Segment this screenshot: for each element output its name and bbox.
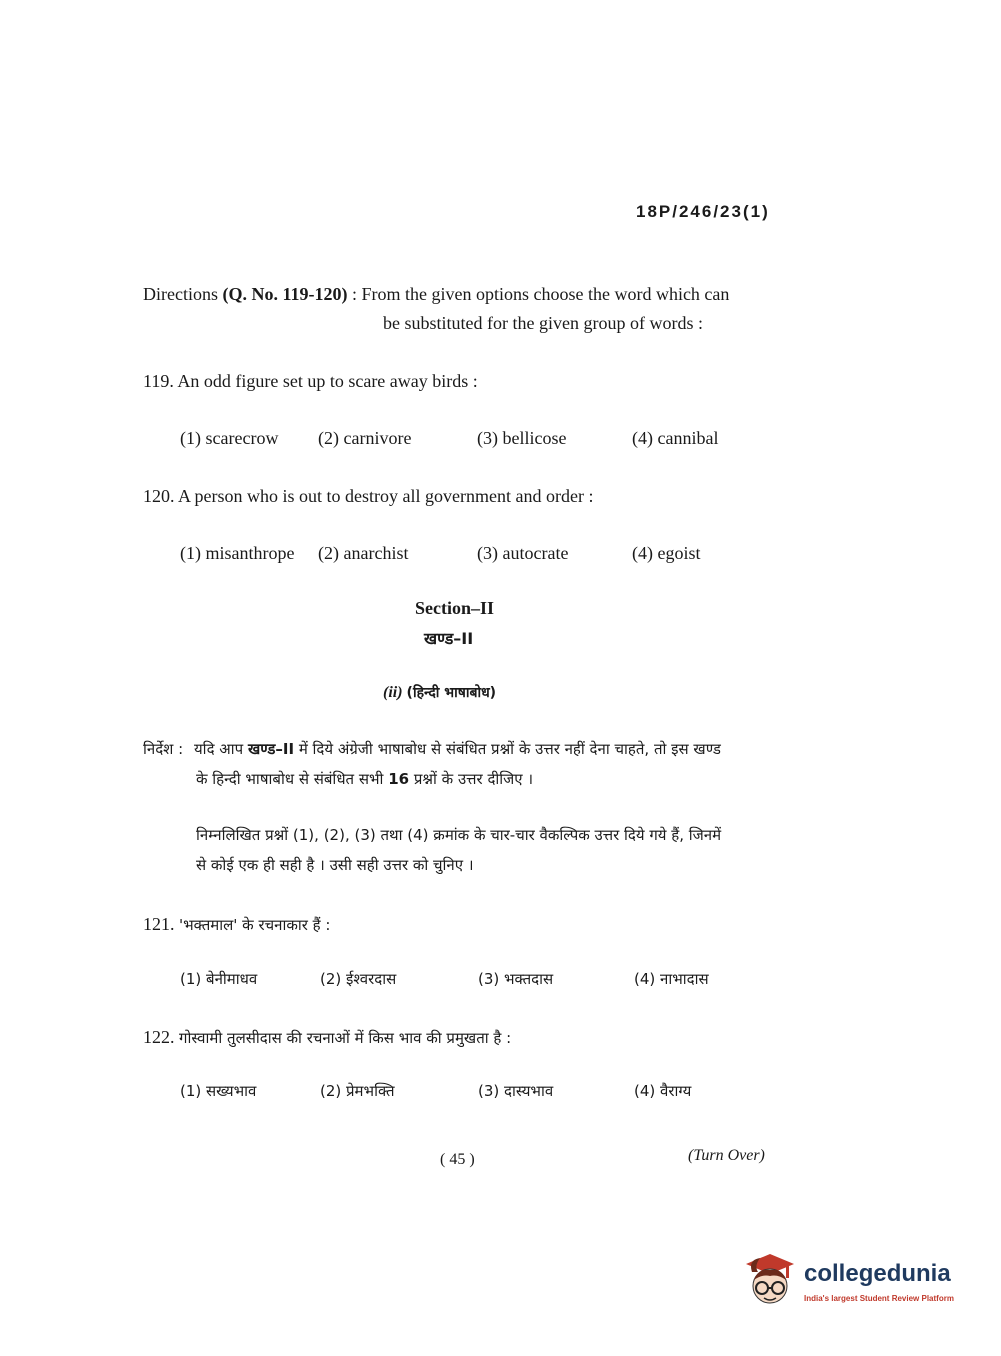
collegedunia-watermark — [742, 1250, 972, 1312]
directions-qno: (Q. No. 119-120) — [222, 284, 348, 304]
question-120 — [143, 486, 593, 507]
option-119-4: (4) cannibal — [632, 428, 719, 448]
question-number: 122. — [143, 1027, 175, 1047]
option-122-2: (2) प्रेमभक्ति — [320, 1082, 395, 1100]
question-text: 'भक्तमाल' के रचनाकार हैं : — [179, 916, 331, 934]
directions-text-1: : From the given options choose the word which can — [351, 284, 730, 304]
question-number: 120. — [143, 486, 175, 506]
nirdesh-section-ref: खण्ड–II — [247, 740, 295, 758]
option-122-3: (3) दास्यभाव — [478, 1082, 554, 1100]
question-text: गोस्वामी तुलसीदास की रचनाओं में किस भाव की प्रमुखता है : — [179, 1029, 512, 1047]
directions-line-1 — [143, 284, 729, 305]
question-121 — [143, 914, 330, 935]
question-text: A person who is out to destroy all government and order : — [178, 486, 594, 506]
option-122-1: (1) सख्यभाव — [180, 1082, 257, 1100]
section-subtitle-num: (ii) — [383, 684, 403, 701]
question-119 — [143, 371, 478, 392]
nirdesh-line-2 — [196, 769, 533, 789]
mascot-icon — [742, 1250, 798, 1310]
nirdesh-line-1 — [143, 739, 721, 759]
nirdesh-count: 16 — [388, 770, 410, 788]
option-121-2: (2) ईश्वरदास — [320, 970, 397, 988]
section-title-hindi: खण्ड–II — [424, 629, 474, 648]
nirdesh-text: यदि आप — [193, 740, 244, 758]
option-120-4: (4) egoist — [632, 543, 701, 563]
nirdesh-text: में दिये अंग्रेजी भाषाबोध से संबंधित प्रश्नों के उत्तर नहीं देना चाहते, तो इस खण्ड — [298, 740, 721, 758]
brand-name: collegedunia — [804, 1260, 951, 1287]
option-120-3: (3) autocrate — [477, 543, 569, 563]
option-122-4: (4) वैराग्य — [634, 1082, 692, 1100]
question-number: 119. — [143, 371, 174, 391]
nirdesh-text: प्रश्नों के उत्तर दीजिए । — [413, 770, 534, 788]
nirdesh-text: के हिन्दी भाषाबोध से संबंधित सभी — [196, 770, 384, 788]
question-text: An odd figure set up to scare away birds : — [177, 371, 478, 391]
page-number: ( 45 ) — [440, 1151, 475, 1168]
option-121-4: (4) नाभादास — [634, 970, 709, 988]
directions-text-2: be substituted for the given group of words : — [383, 313, 703, 333]
option-119-2: (2) carnivore — [318, 428, 412, 448]
section-subtitle-hindi: (हिन्दी भाषाबोध) — [406, 685, 497, 701]
option-121-3: (3) भक्तदास — [478, 970, 554, 988]
nirdesh-label: निर्देश : — [143, 740, 184, 758]
option-119-1: (1) scarecrow — [180, 428, 279, 448]
turn-over: (Turn Over) — [688, 1147, 765, 1164]
option-120-2: (2) anarchist — [318, 543, 409, 563]
section-subtitle — [383, 683, 496, 702]
question-122 — [143, 1027, 511, 1048]
option-121-1: (1) बेनीमाधव — [180, 970, 258, 988]
option-120-1: (1) misanthrope — [180, 543, 295, 563]
paper-code: 18P/246/23(1) — [636, 202, 770, 221]
question-number: 121. — [143, 914, 175, 934]
section-title: Section–II — [415, 598, 495, 618]
option-119-3: (3) bellicose — [477, 428, 567, 448]
brand-tagline: India's largest Student Review Platform — [804, 1294, 954, 1303]
nirdesh-line-4: से कोई एक ही सही है । उसी सही उत्तर को चुनिए । — [196, 856, 474, 874]
nirdesh-line-3: निम्नलिखित प्रश्नों (1), (2), (3) तथा (4) क्रमांक के चार-चार वैकल्पिक उत्तर दिये गये हैं, जिनमें — [196, 826, 722, 844]
directions-label: Directions — [143, 284, 218, 304]
